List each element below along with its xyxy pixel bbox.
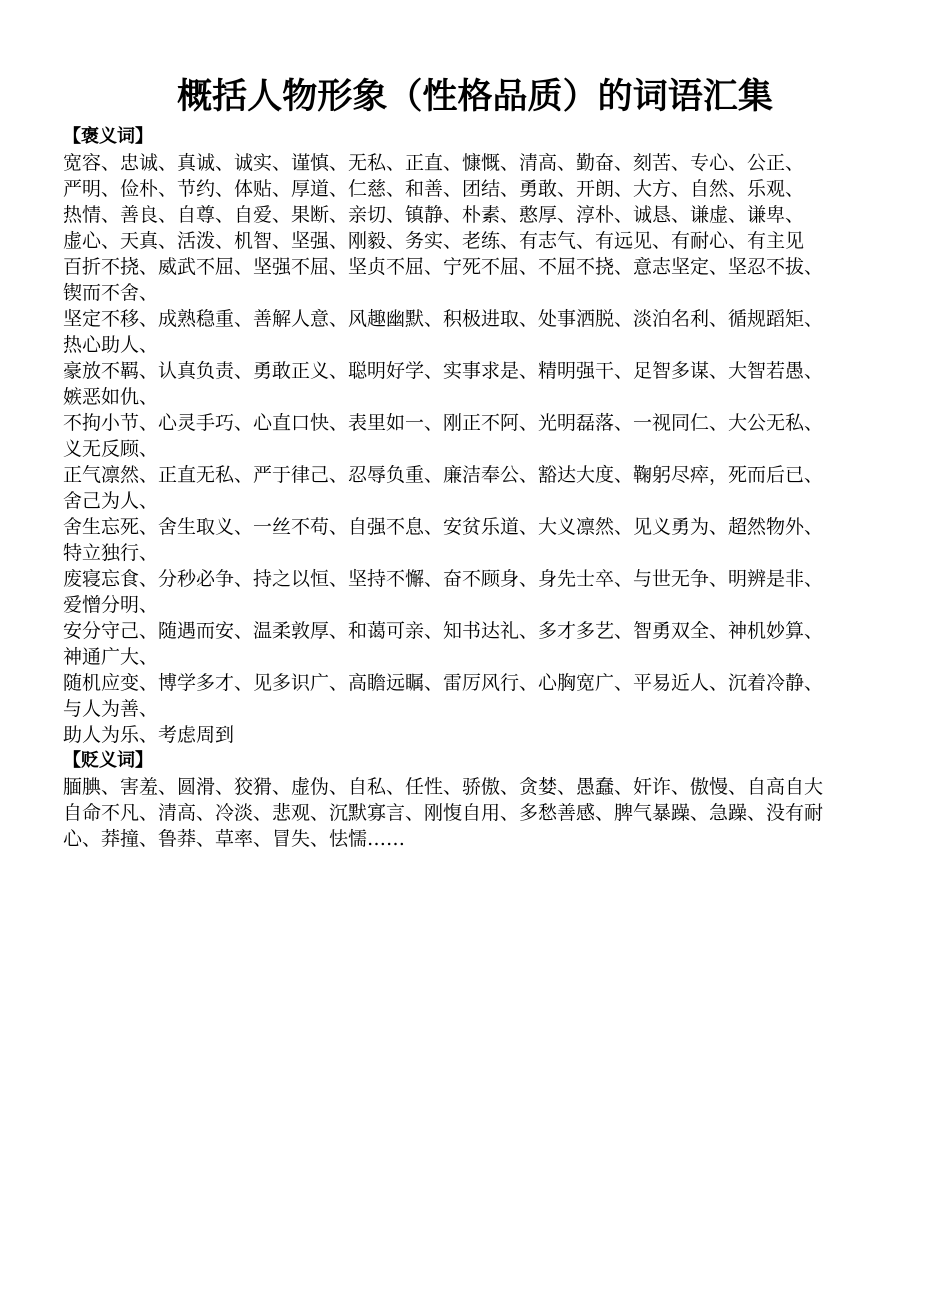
word-line: 百折不挠、威武不屈、坚强不屈、坚贞不屈、宁死不屈、不屈不挠、意志坚定、坚忍不拔、 [63, 256, 824, 278]
word-line: 不拘小节、心灵手巧、心直口快、表里如一、刚正不阿、光明磊落、一视同仁、大公无私、 [63, 412, 824, 434]
section-heading-derogatory: 【贬义词】 [63, 750, 153, 771]
word-line: 与人为善、 [63, 698, 159, 720]
word-line: 坚定不移、成熟稳重、善解人意、风趣幽默、积极进取、处事洒脱、淡泊名利、循规蹈矩、 [63, 308, 824, 330]
word-line: 严明、俭朴、节约、体贴、厚道、仁慈、和善、团结、勇敢、开朗、大方、自然、乐观、 [63, 178, 805, 200]
word-line: 心、莽撞、鲁莽、草率、冒失、怯懦…… [63, 828, 406, 850]
word-line: 热情、善良、自尊、自爱、果断、亲切、镇静、朴素、憨厚、淳朴、诚恳、谦虚、谦卑、 [63, 204, 805, 226]
word-line: 舍己为人、 [63, 490, 159, 512]
page-title: 概括人物形象（性格品质）的词语汇集 [177, 76, 773, 117]
word-line: 虚心、天真、活泼、机智、坚强、刚毅、务实、老练、有志气、有远见、有耐心、有主见 [63, 230, 805, 252]
section-heading-commendatory: 【褒义词】 [63, 126, 153, 147]
commendatory-section [63, 124, 893, 748]
word-line: 特立独行、 [63, 542, 159, 564]
word-line: 神通广大、 [63, 646, 159, 668]
word-line: 舍生忘死、舍生取义、一丝不苟、自强不息、安贫乐道、大义凛然、见义勇为、超然物外、 [63, 516, 824, 538]
word-line: 随机应变、博学多才、见多识广、高瞻远瞩、雷厉风行、心胸宽广、平易近人、沉着冷静、 [63, 672, 824, 694]
word-line: 豪放不羁、认真负责、勇敢正义、聪明好学、实事求是、精明强干、足智多谋、大智若愚、 [63, 360, 824, 382]
word-line: 废寝忘食、分秒必争、持之以恒、坚持不懈、奋不顾身、身先士卒、与世无争、明辨是非、 [63, 568, 824, 590]
word-line: 爱憎分明、 [63, 594, 159, 616]
word-line: 正气凛然、正直无私、严于律己、忍辱负重、廉洁奉公、豁达大度、鞠躬尽瘁，死而后已、 [63, 464, 824, 486]
document-body [63, 124, 893, 852]
word-line: 自命不凡、清高、冷淡、悲观、沉默寡言、刚愎自用、多愁善感、脾气暴躁、急躁、没有耐 [63, 802, 824, 824]
word-line: 安分守己、随遇而安、温柔敦厚、和蔼可亲、知书达礼、多才多艺、智勇双全、神机妙算、 [63, 620, 824, 642]
word-line: 义无反顾、 [63, 438, 159, 460]
word-line: 嫉恶如仇、 [63, 386, 159, 408]
word-line: 宽容、忠诚、真诚、诚实、谨慎、无私、正直、慷慨、清高、勤奋、刻苦、专心、公正、 [63, 152, 805, 174]
word-line: 锲而不舍、 [63, 282, 159, 304]
word-line: 腼腆、害羞、圆滑、狡猾、虚伪、自私、任性、骄傲、贪婪、愚蠢、奸诈、傲慢、自高自大 [63, 776, 824, 798]
word-line: 热心助人、 [63, 334, 159, 356]
derogatory-section [63, 748, 893, 852]
word-line: 助人为乐、考虑周到 [63, 724, 235, 746]
